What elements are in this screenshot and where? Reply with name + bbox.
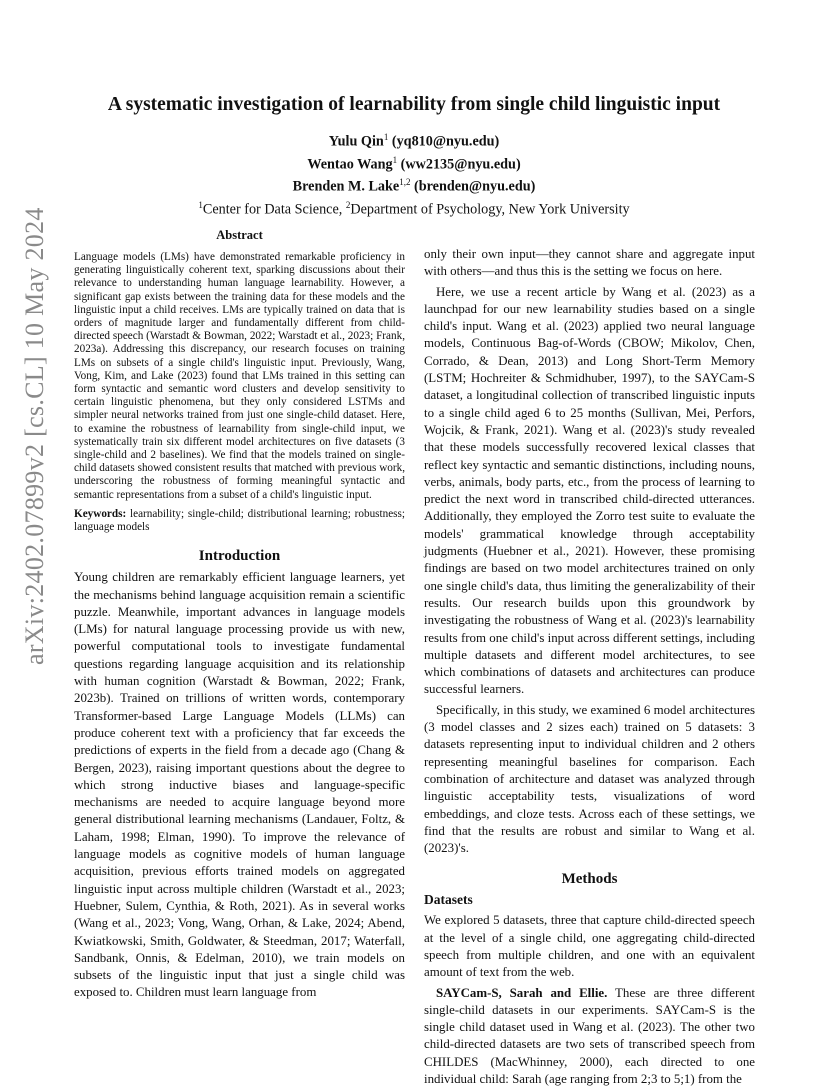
introduction-paragraph-2: Here, we use a recent article by Wang et al. (2023) as a launchpad for our new learnability studies based on a single child's input. Wang et al. (2023) applied two neural language models, Continuous Bag-of-Words (CBOW; Mikolov, Chen, Corrado, & Dean, 2013) and Long Short-Term Memory (LSTM; Hochreiter & Schmidhuber, 1997), to the SAYCam-S dataset, a longitudinal collection of transcribed linguistic inputs to a single child aged 6 to 25 months (Sullivan, Mei, Perfors, Wojcik, & Frank, 2021). Wang et al. (2023)'s study revealed that these models successfully recovered lexical classes that reflect key syntactic and semantic distinctions, including nouns, verbs, animals, body parts, etc., from the process of learning to predict the next word in transcribed child-directed utterances. Additionally, they employed the Zorro test suite to evaluate the models' grammatical knowledge through acceptability judgments (Huebner et al., 2021). However, these promising findings are based on two model architectures trained on only one single child's data, thus limiting the generalizability of their results. Our research builds upon this groundwork by investigating the robustness of Wang et al. (2023)'s learnability results from one child's input across different settings, including multiple datasets and different model architectures, to see which combinations of datasets and architectures can produce successful learners. <box>424 284 755 697</box>
introduction-paragraph-1-continued: only their own input—they cannot share and aggregate input with others—and thus this is the setting we focus on here. <box>424 247 755 279</box>
author-3: Brenden M. Lake$^{1,2}$ (brenden@nyu.edu) <box>292 177 536 196</box>
datasets-subheading: Datasets <box>424 892 473 908</box>
keywords: Keywords: learnability; single-child; distributional learning; robustness; language models <box>74 507 405 534</box>
introduction-paragraph-3: Specifically, in this study, we examined 6 model architectures (3 model classes and 2 sizes each) trained on 5 datasets: 3 datasets representing input to individual children and 2 others representing meaningful baselines for comparison. Each combination of architecture and dataset was analyzed through linguistic acceptability tests, visualizations of word embeddings, and cloze tests. Across each of these settings, we find that the results are robust and similar to Wang et al. (2023)'s. <box>424 702 755 856</box>
introduction-heading: Introduction <box>198 548 281 565</box>
left-column <box>74 228 405 1002</box>
datasets-paragraph-2: SAYCam-S, Sarah and Ellie. These are three different single-child datasets in our experiments. SAYCam-S is the single child dataset used in Wang et al. (2023). The other two child-directed datasets are two sets of transcribed speech from CHILDES (MacWhinney, 2000), each directed to one individual child: Sarah (age ranging from 2;3 to 5;1) from the <box>424 985 755 1087</box>
author-2: Wentao Wang$^1$ (ww2135@nyu.edu) <box>307 154 521 173</box>
datasets-paragraph-1: We explored 5 datasets, three that capture child-directed speech at the level of a single child, one aggregating child-directed speech from multiple children, and one with an equivalent amount of text from the web. <box>424 913 755 980</box>
methods-heading: Methods <box>561 871 618 888</box>
right-column <box>424 246 755 1088</box>
introduction-paragraph-1: Young children are remarkably efficient language learners, yet the mechanisms behind language acquisition remain a scientific puzzle. Meanwhile, important advances in language models (LMs) for natural language processing provide us with new, powerful computational tools to investigate fundamental questions regarding language acquisition and its relationship with human cognition (Warstadt & Bowman, 2022; Frank, 2023b). Trained on trillions of written words, contemporary Transformer-based Large Language Models (LLMs) can produce coherent text with a proficiency that far exceeds the predictions of experts in the field from a decade ago (Chang & Bergen, 2023), raising important questions about the degree to which strong inductive biases and language-specific mechanisms are needed to acquire language beyond more general distributional learning mechanisms (Landauer, Foltz, & Laham, 1998; Elman, 1990). To improve the relevance of language models as cognitive models of human language acquisition, previous efforts trained models on aggregated linguistic input across multiple children (Warstadt et al., 2023; Huebner, Sulem, Cynthia, & Roth, 2021). As in several works (Wang et al., 2023; Vong, Wang, Orhan, & Lake, 2024; Abend, Kwiatkowski, Smith, Goldwater, & Steedman, 2017; Waterfall, Sandbank, Onnis, & Edelman, 2010), we train models on subsets of the linguistic input that just a single child was exposed to. Children must learn language from <box>74 570 405 1000</box>
affiliations: $^1$Center for Data Science, $^2$Department of Psychology, New York University <box>198 200 630 218</box>
abstract-heading: Abstract <box>216 228 263 242</box>
abstract-text: Language models (LMs) have demonstrated remarkable proficiency in generating linguistically coherent text, sparking discussions about their relevance to understanding human language learnability. However, a significant gap exists between the training data for these models and the linguistic input a child receives. LMs are typically trained on data that is orders of magnitude larger and fundamentally different from child-directed speech (Warstadt & Bowman, 2022; Warstadt et al., 2023; Frank, 2023a). Addressing this discrepancy, our research focuses on training LMs on subsets of a single child's linguistic input. Previously, Wang, Vong, Kim, and Lake (2023) found that LMs trained in this setting can form syntactic and semantic word clusters and develop sensitivity to certain linguistic phenomena, but they only considered LSTMs and simpler neural networks trained from just one single-child dataset. Here, to examine the robustness of learnability from single-child input, we systematically train six different model architectures on five datasets (3 single-child and 2 baselines). We find that the models trained on single-child datasets showed consistent results that matched with previous work, underscoring the robustness of forming meaningful syntactic and semantic representations from a subset of a child's linguistic input. <box>74 251 405 501</box>
arxiv-identifier: arXiv:2402.07899v2 [cs.CL] 10 May 2024 <box>20 207 49 665</box>
author-1: Yulu Qin$^1$ (yq810@nyu.edu) <box>328 132 500 150</box>
author-block <box>74 128 754 219</box>
paper-title: A systematic investigation of learnability from single child linguistic input <box>107 94 721 115</box>
